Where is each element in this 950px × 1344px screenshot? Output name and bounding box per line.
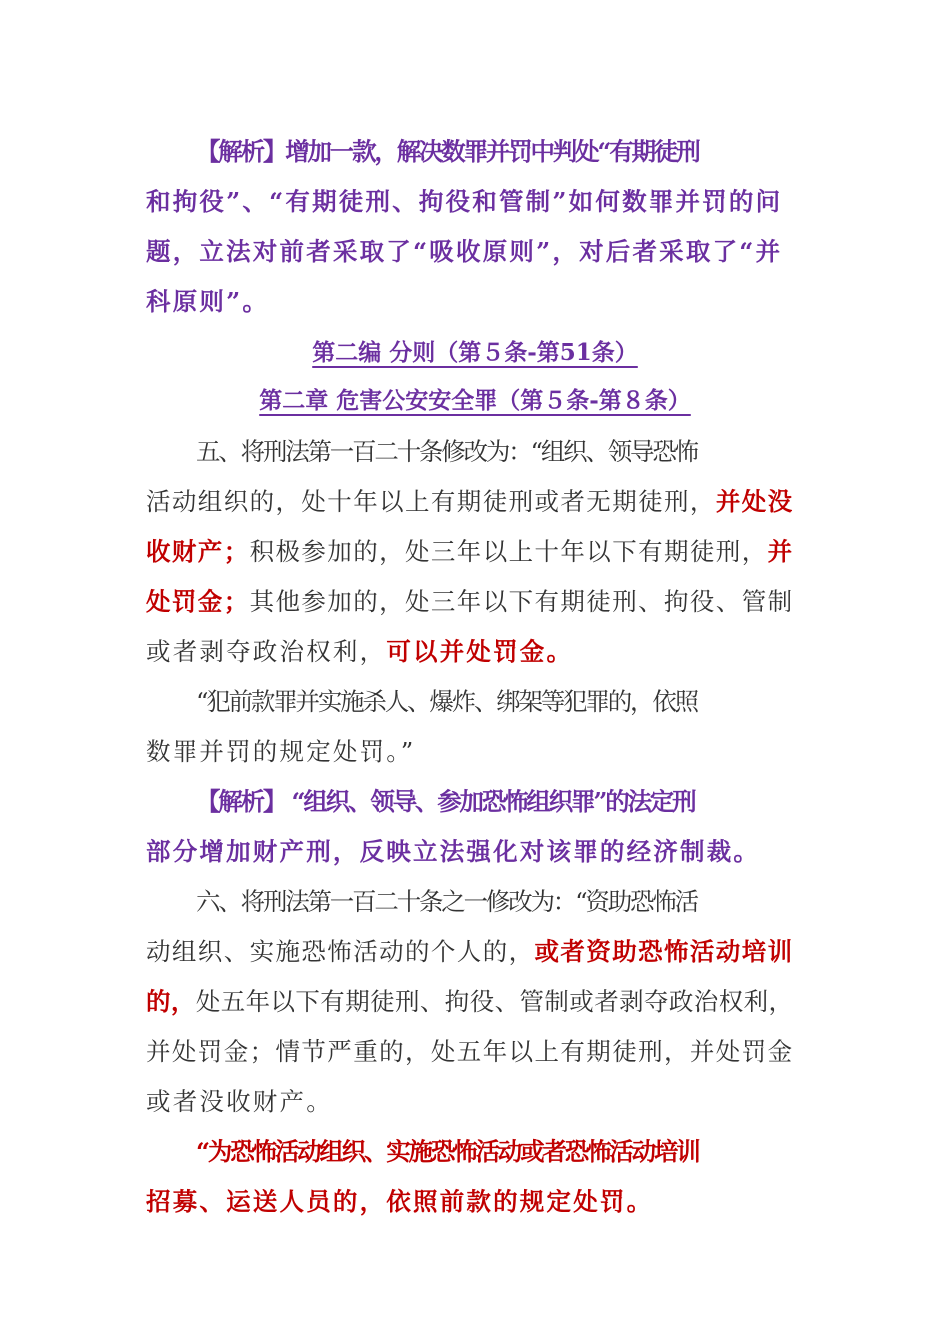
text-segment: 或者剥夺政治权利， (146, 637, 387, 666)
analysis-line: 【解析】增加一款，解决数罪并罚中判处“有期徒刑 (196, 137, 699, 166)
article-line: “犯前款罪并实施杀人、爆炸、绑架等犯罪的，依照 (196, 687, 697, 716)
analysis-line: 【解析】 “组织、领导、参加恐怖组织罪”的法定刑 (196, 787, 695, 816)
amended-text: 可以并处罚金。 (386, 637, 574, 666)
analysis-line: 和拘役”、“有期徒刑、拘役和管制”如何数罪并罚的问 (146, 187, 783, 216)
analysis-line: 部分增加财产刑，反映立法强化对该罪的经济制裁。 (146, 837, 761, 866)
article-line: 并处罚金；情节严重的，处五年以上有期徒刑，并处罚金 (146, 1037, 794, 1066)
article-line (146, 986, 796, 1018)
text-segment: 处五年以下有期徒刑、拘役、管制或者剥夺政治权利， (195, 987, 794, 1016)
amended-text: 并处没 (715, 487, 794, 516)
analysis-line: 科原则”。 (146, 287, 270, 316)
article-line (146, 486, 796, 518)
article-line (146, 936, 796, 968)
chapter-heading-text: 第二章 危害公安安全罪（第５条-第８条） (259, 387, 691, 414)
article-line (146, 636, 796, 668)
chapter-heading (0, 386, 950, 416)
article-line: 数罪并罚的规定处罚。” (146, 737, 416, 766)
amended-line: “为恐怖活动组织、实施恐怖活动或者恐怖活动培训 (196, 1137, 699, 1166)
text-segment: 其他参加的，处三年以下有期徒刑、拘役、管制 (249, 587, 794, 616)
analysis-line: 题，立法对前者采取了“吸收原则”，对后者采取了“并 (146, 237, 783, 266)
article-line (146, 586, 796, 618)
amended-text: 处罚金； (146, 587, 250, 616)
part-heading-text: 第二编 分则（第５条-第51条） (312, 339, 638, 366)
text-segment: 动组织、实施恐怖活动的个人的， (146, 937, 535, 966)
amended-text: 的， (146, 987, 196, 1016)
text-segment: 活动组织的，处十年以上有期徒刑或者无期徒刑， (146, 487, 716, 516)
amended-text: 或者资助恐怖活动培训 (534, 937, 794, 966)
amended-line: 招募、运送人员的，依照前款的规定处罚。 (146, 1187, 654, 1216)
amended-text: 并 (767, 537, 794, 566)
article-line: 或者没收财产。 (146, 1087, 333, 1116)
article-line: 五、将刑法第一百二十条修改为：“组织、领导恐怖 (196, 437, 697, 466)
part-heading (0, 338, 950, 368)
article-line: 六、将刑法第一百二十条之一修改为：“资助恐怖活 (196, 887, 697, 916)
text-segment: 积极参加的，处三年以上十年以下有期徒刑， (249, 537, 768, 566)
amended-text: 收财产； (146, 537, 250, 566)
article-line (146, 536, 796, 568)
